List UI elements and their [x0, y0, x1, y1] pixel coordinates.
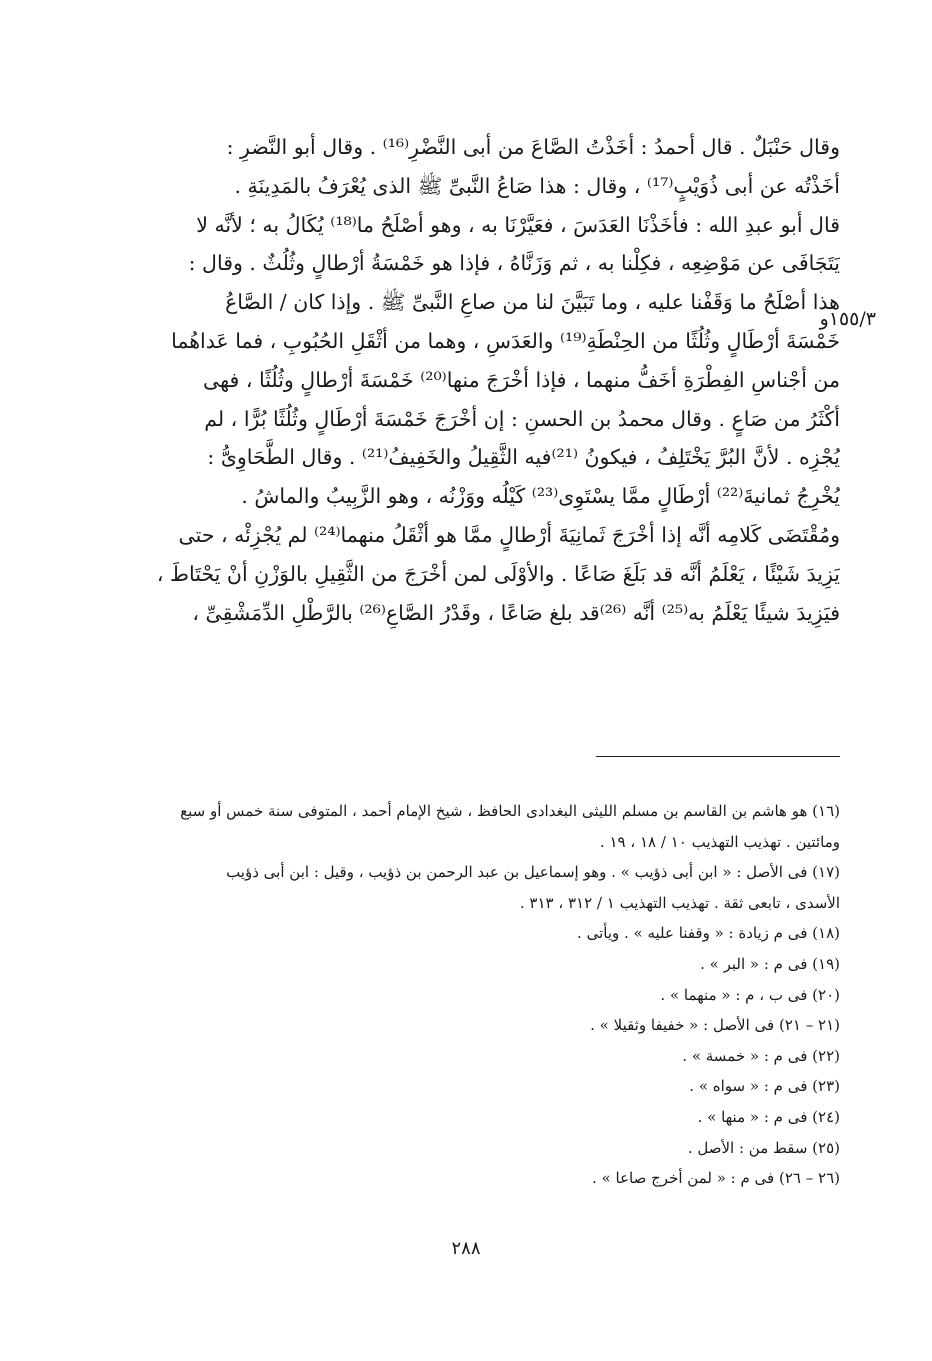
main-text-line: أخَذْتُه عن أبى ذُوَيْبٍ⁽¹⁷⁾ ، وقال : هذا صَاعُ النَّبىِّ ﷺ الذى يُعْرَفُ بالمَدِينَةِ .	[234, 173, 840, 198]
footnote-line: (٢٠) فى ب ، م : « منهما » .	[660, 985, 840, 1004]
footnote-line: (١٩) فى م : « البر » .	[700, 954, 840, 973]
main-text-line: من أجْناسِ الفِطْرَةِ أخَفُّ منهما ، فإذا أخْرَجَ منها⁽²⁰⁾ خَمْسَةَ أرْطالٍ وثُلُثًا ، فهى	[202, 367, 840, 392]
main-text-line: يُجْزِه . لأنَّ البُرَّ يَخْتَلِفُ ، فيكونُ ⁽²¹⁾فيه الثَّقِيلُ والخَفِيفُ⁽²¹⁾ . وقال الطَّحَاوِىُّ :	[207, 445, 840, 470]
page-number: ٢٨٨	[451, 1238, 481, 1259]
footnote-line: ومائتين . تهذيب التهذيب ١٠ / ١٨ ، ١٩ .	[599, 832, 840, 851]
main-text-line: أكْثَرُ من صَاعٍ . وقال محمدُ بن الحسنِ : إن أخْرَجَ خَمْسَةَ أرْطَالٍ وثُلُثًا بُرًّا ، لم	[204, 406, 840, 431]
main-text-line: وقال حَنْبَلٌ . قال أحمدُ : أخَذْتُ الصَّاعَ من أبى النَّضْرِ⁽¹⁶⁾ . وقال أبو النَّضرِ :	[226, 135, 840, 159]
footnote-line: (١٦) هو هاشم بن القاسم بن مسلم الليثى البغدادى الحافظ ، شيخ الإمام أحمد ، المتوفى سنة خمس أو سبع	[180, 802, 840, 820]
footnote-line: الأسدى ، تابعى ثقة . تهذيب التهذيب ١ / ٣١٢ ، ٣١٣ .	[519, 893, 840, 912]
footnote-line: (٢٤) فى م : « منها » .	[697, 1107, 840, 1126]
main-text-line: ومُقْتَضَى كَلامِه أنَّه إذا أخْرَجَ ثَمانِيَةَ أرْطالٍ ممَّا هو أثْقَلُ منهما⁽²⁴⁾ لم يُجْزِئْه ، حتى	[178, 522, 840, 547]
main-text-line: يَزِيدَ شَيْئًا ، يَعْلَمُ أنَّه قد بَلَغَ صَاعًا . والأوْلَى لمن أخْرَجَ من الثَّقِيلِ بالوَزْنِ أنْ يَحْتَاطَ ،	[156, 561, 840, 586]
footnote-line: (١٧) فى الأصل : « ابن أبى ذؤيب » . وهو إسماعيل بن عبد الرحمن بن ذؤيب ، وقيل : ابن أبى ذؤيب	[226, 863, 840, 882]
footnote-line: (٢٥) سقط من : الأصل .	[687, 1138, 840, 1157]
footnote-separator-rule	[596, 756, 840, 757]
footnote-line: (٢١ – ٢١) فى الأصل : « خفيفا وثقيلا » .	[590, 1016, 840, 1035]
footnote-line: (١٨) فى م زيادة : « وقفنا عليه » . ويأتى .	[577, 924, 840, 943]
footnote-line: (٢٦ – ٢٦) فى م : « لمن أخرج صاعا » .	[592, 1169, 840, 1188]
main-text-line: يَتَجَافَى عن مَوْضِعِه ، فكِلْنا به ، ثم وَزَنَّاهُ ، فإذا هو خَمْسَةُ أرْطالٍ وثُلُثٌ . وقال :	[188, 251, 840, 276]
main-text-line: قال أبو عبدِ الله : فأخَذْنَا العَدَسَ ، فعَيَّرْنَا به ، وهو أصْلَحُ ما⁽¹⁸⁾ يُكَالُ به ؛ لأنَّه لا	[196, 212, 840, 237]
main-text-line: فيَزِيدَ شيئًا يَعْلَمُ به⁽²⁵⁾ أنَّه ⁽²⁶⁾قد بلغ صَاعًا ، وقَدْرُ الصَّاعِ⁽²⁶⁾ بالرَّطْلِ الدِّمَشْقِىِّ ،	[192, 600, 840, 625]
footnote-line: (٢٣) فى م : « سواه » .	[689, 1077, 840, 1096]
footnotes-block	[96, 796, 840, 1194]
main-text-line: خَمْسَةَ أرْطَالٍ وثُلُثًا من الحِنْطَةِ⁽¹⁹⁾ والعَدَسِ ، وهما من أثْقَلِ الحُبُوبِ ، فما عَداهُما	[171, 328, 840, 353]
footnote-line: (٢٢) فى م : « خمسة » .	[682, 1046, 840, 1065]
main-text-block	[96, 128, 840, 632]
margin-manuscript-reference: ١٥٥/٣و	[819, 308, 876, 330]
main-text-line: هذا أصْلَحُ ما وَقَفْنا عليه ، وما تَبَيَّنَ لنا من صاعِ النَّبىِّ ﷺ . وإذا كان / الصَّاعُ	[225, 290, 840, 315]
main-text-line: يُخْرِجُ ثمانيةَ⁽²²⁾ أرْطَالٍ ممَّا يسْتَوِى⁽²³⁾ كَيْلُه ووَزْنُه ، وهو الزَّبِيبُ والماشُ .	[241, 484, 840, 509]
